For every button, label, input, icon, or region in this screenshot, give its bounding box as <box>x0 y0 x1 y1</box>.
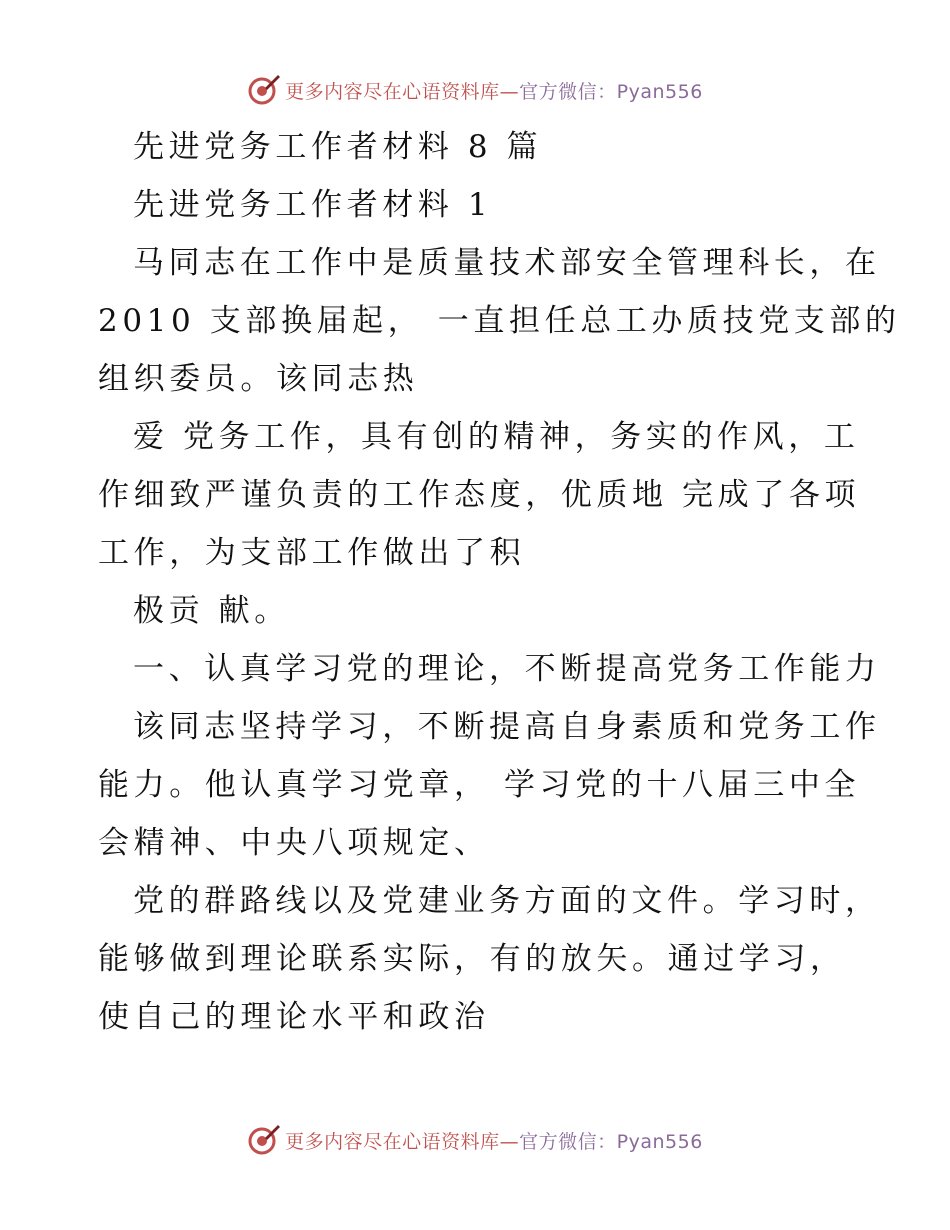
paragraph-line: 极贡 献。 <box>133 593 290 629</box>
pen-circle-logo-icon <box>247 73 281 107</box>
pen-circle-logo-icon <box>247 1123 281 1157</box>
watermark-wechat: 官方微信：Pyan556 <box>519 1130 703 1153</box>
paragraph-line: 能够做到理论联系实际，有的放矢。通过学习， <box>98 941 846 977</box>
paragraph-line: 会精神、中央八项规定、 <box>98 825 490 861</box>
paragraph-line: 马同志在工作中是质量技术部安全管理科长，在 <box>133 245 881 281</box>
watermark-wechat: 官方微信：Pyan556 <box>519 80 703 103</box>
paragraph-line: 作细致严谨负责的工作态度，优质地 完成了各项 <box>98 477 861 513</box>
paragraph-line: 2010 支部换届起， 一直担任总工办质技党支部的 <box>98 303 901 339</box>
paragraph-line: 该同志坚持学习，不断提高自身素质和党务工作 <box>133 709 881 745</box>
paragraph-line: 能力。他认真学习党章， 学习党的十八届三中全 <box>98 767 861 803</box>
footer-watermark <box>0 1118 950 1162</box>
watermark-text: 更多内容尽在心语资料库— <box>285 1130 520 1153</box>
paragraph-line: 使自己的理论水平和政治 <box>98 999 490 1035</box>
paragraph-line: 组织委员。该同志热 <box>98 361 419 397</box>
paragraph-line: 党的群路线以及党建业务方面的文件。学习时， <box>133 883 881 919</box>
section-heading: 一、认真学习党的理论，不断提高党务工作能力 <box>133 651 881 687</box>
header-watermark <box>0 68 950 112</box>
paragraph-line: 爱 党务工作，具有创的精神，务实的作风，工 <box>133 419 860 455</box>
paragraph-line: 工作，为支部工作做出了积 <box>98 535 526 571</box>
document-title: 先进党务工作者材料 8 篇 <box>133 129 543 165</box>
watermark-text: 更多内容尽在心语资料库— <box>285 80 520 103</box>
section-title: 先进党务工作者材料 1 <box>133 187 493 223</box>
